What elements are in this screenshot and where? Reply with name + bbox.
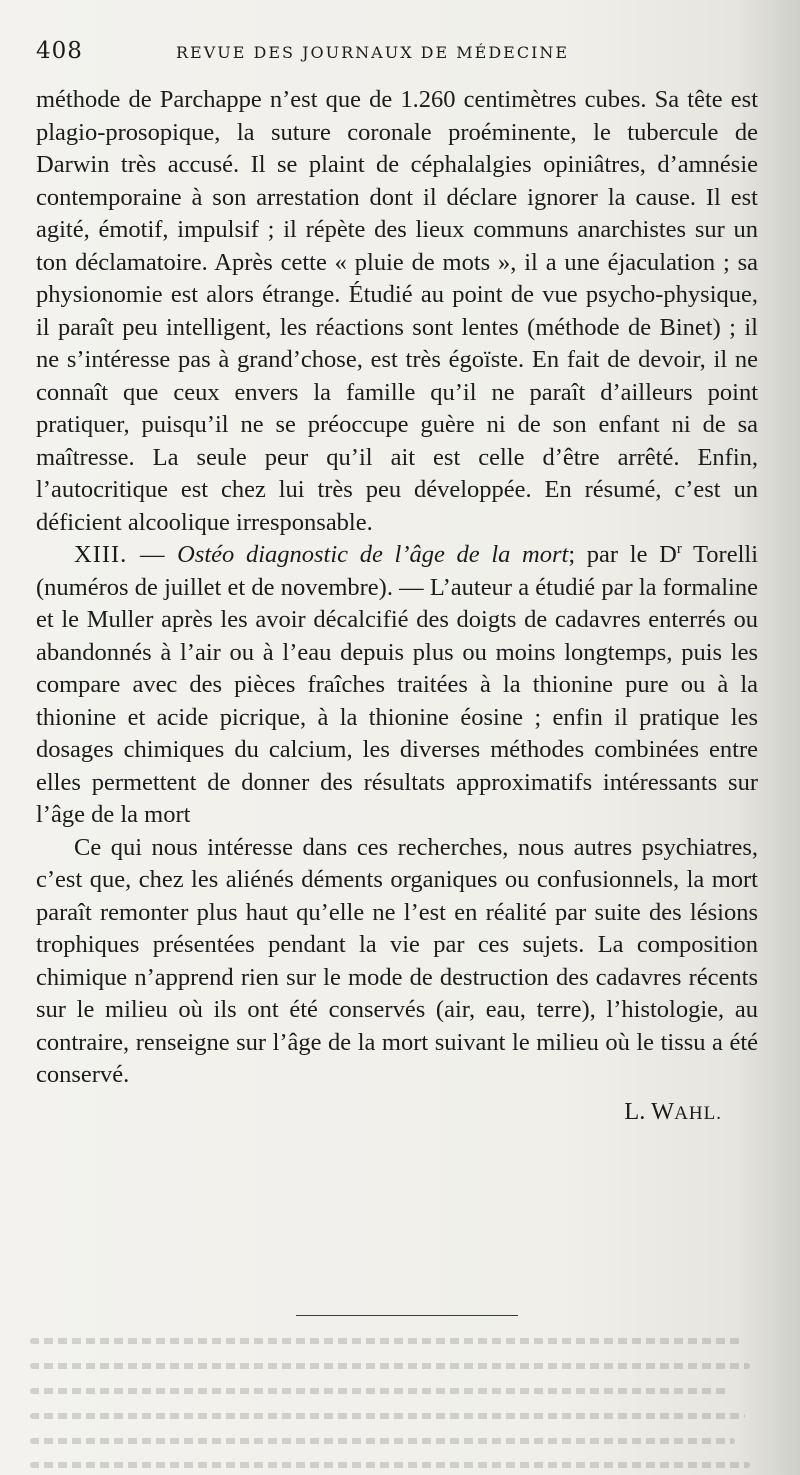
section-text: Torelli (numéros de juillet et de novembre). — L’auteur a étudié par la formaline et le Muller après les avoir décalcifié des doigts de cadavres enterrés ou abandonnés à l’air ou à l’eau depuis plus ou moins longtemps, puis les compare avec des pièces fraîches traitées à la thionine pure ou à la thionine et acide picrique, à la thionine éosine ; enfin il pratique les dosages chimiques du calcium, les diverses méthodes combinées entre elles permettent de donner des résultats approximatifs intéressants sur l’âge de la mort [36,541,759,828]
bleed-line [30,1462,750,1468]
author-prefix: ; par le D [568,541,677,568]
signature-initial: L. W [624,1097,675,1125]
section-end-rule [296,1315,518,1316]
bleed-line [30,1338,740,1344]
paragraph-commentary: Ce qui nous intéresse dans ces recherches, nous autres psychiatres, c’est que, chez les aliénés déments organiques ou confusionnels, la mort paraît remonter plus haut qu’elle ne l’est en réalité par suite des lésions trophiques présentées pendant la vie par ces sujets. La composition chimique n’apprend rien sur le mode de destruction des cadavres récents sur le milieu où ils ont été conservés (air, eau, terre), l’histologie, au contraire, renseigne sur l’âge de la mort suivant le milieu où le tissu a été conservé. [36,833,758,1088]
signature-smallcaps: AHL. [674,1102,722,1124]
section-title: Ostéo diagnostic de l’âge de la mort [177,541,569,568]
page-number: 408 [36,38,83,64]
bleed-line [30,1363,750,1369]
section-xiii [36,539,758,832]
bleed-line [30,1413,745,1419]
show-through-text [0,1330,800,1475]
section-number: XIII. — [74,541,166,568]
page-header [36,38,756,68]
article-body [36,84,758,1130]
paragraph-continued: méthode de Parchappe n’est que de 1.260 centimètres cubes. Sa tête est plagio-prosopique, la suture coronale proéminente, le tubercule de Darwin très accusé. Il se plaint de céphalalgies opiniâtres, d’amnésie contemporaine à son arrestation dont il déclare ignorer la cause. Il est agité, émotif, impulsif ; il répète des lieux communs anarchistes sur un ton déclamatoire. Après cette « pluie de mots », il a une éjaculation ; sa physionomie est alors étrange. Étudié au point de vue psycho-physique, il paraît peu intelligent, les réactions sont lentes (méthode de Binet) ; il ne s’intéresse pas à grand’chose, est très égoïste. En fait de devoir, il ne connaît que ceux envers la famille qu’il ne paraît d’ailleurs point pratiquer, puisqu’il ne se préoccupe guère ni de son enfant ni de sa maîtresse. La seule peur qu’il ait est celle d’être arrêté. Enfin, l’autocritique est chez lui très peu développée. En résumé, c’est un déficient alcoolique irresponsable. [36,86,758,536]
running-head: REVUE DES JOURNAUX DE MÉDECINE [176,43,570,62]
author-title-superscript: r [676,541,682,557]
bleed-line [30,1388,730,1394]
signature [36,1096,758,1131]
bleed-line [30,1438,735,1444]
